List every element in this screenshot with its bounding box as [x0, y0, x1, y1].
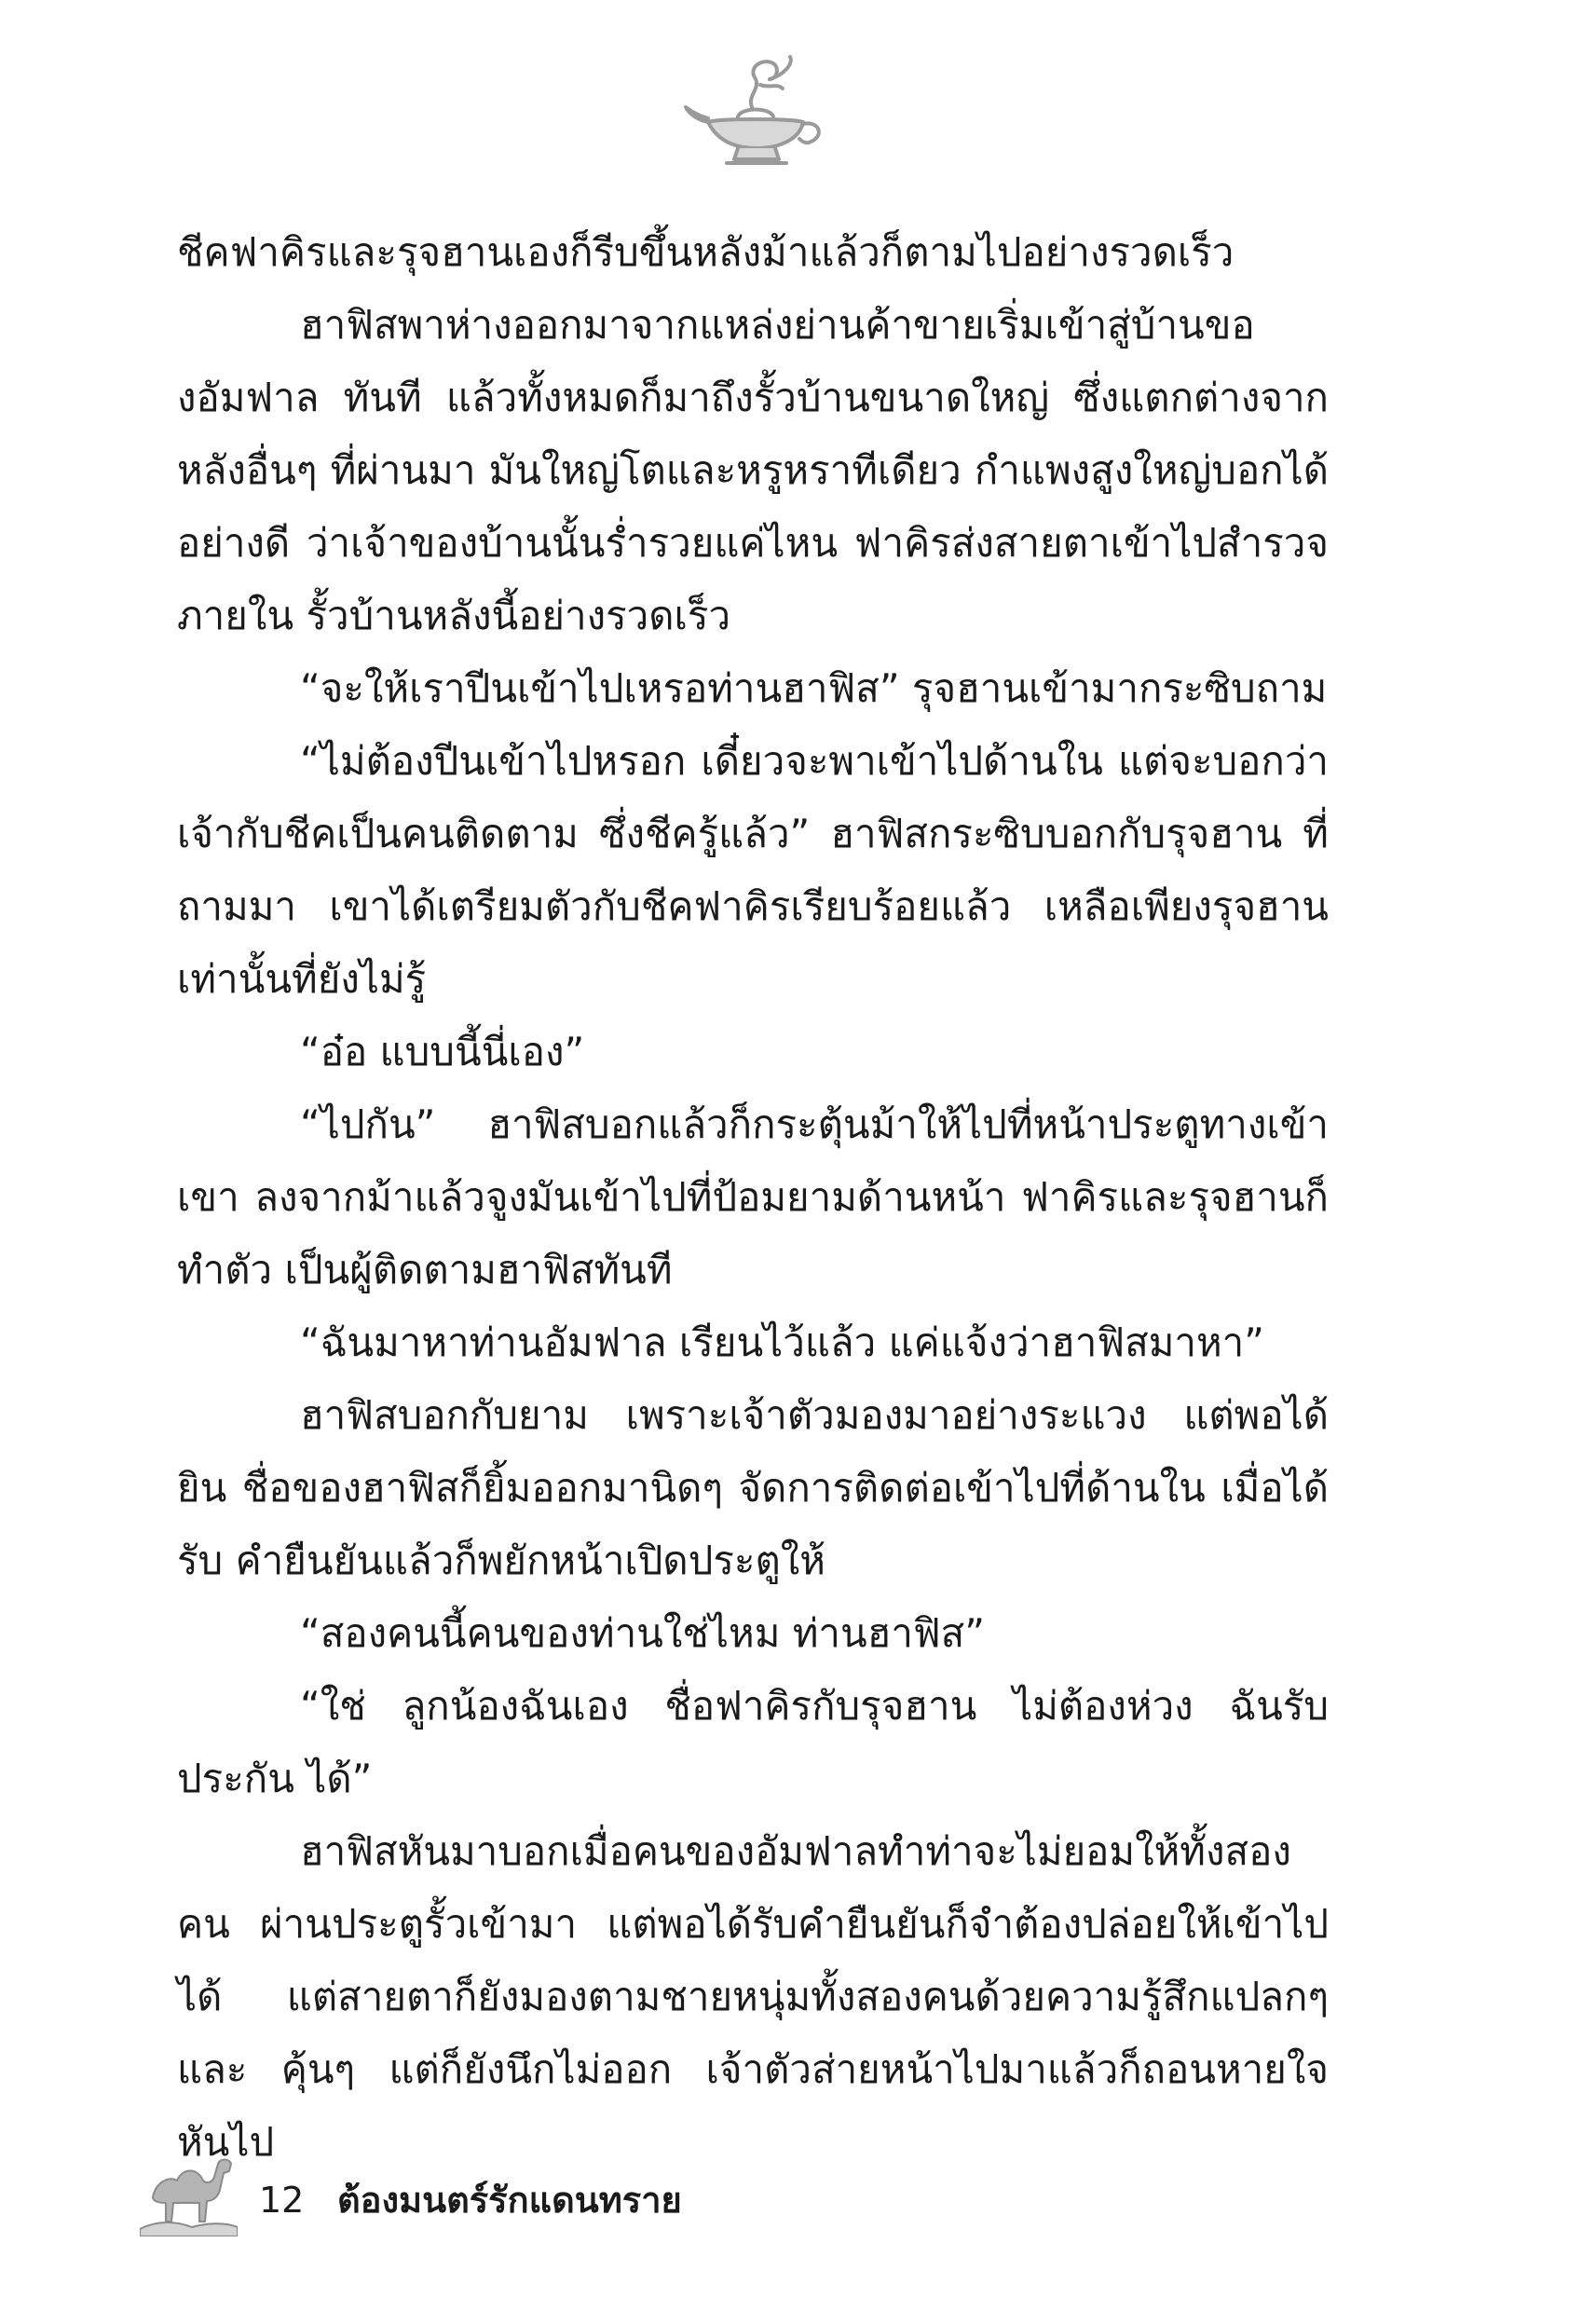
paragraph: “ไม่ต้องปีนเข้าไปหรอก เดี๋ยวจะพาเข้าไปด้านใน แต่จะบอกว่า เจ้ากับชีคเป็นคนติดตาม ซึ่งชีครู้แล้ว” ฮาฟิสกระซิบบอกกับรุจฮาน ที่ถามมา เขาได้เตรียมตัวกับชีคฟาคิรเรียบร้อยแล้ว เหลือเพียงรุจฮาน เท่านั้นที่ยังไม่รู้	[177, 738, 1329, 1002]
paragraph: ชีคฟาคิรและรุจฮานเองก็รีบขึ้นหลังม้าแล้วก็ตามไปอย่างรวดเร็ว	[177, 229, 1235, 275]
camel-icon	[140, 2143, 238, 2236]
body-text	[177, 216, 1329, 2179]
paragraph: ฮาฟิสบอกกับยาม เพราะเจ้าตัวมองมาอย่างระแวง แต่พอได้ยิน ชื่อของฮาฟิสก็ยิ้มออกมานิดๆ จัดการติดต่อเข้าไปที่ด้านใน เมื่อได้รับ คำยืนยันแล้วก็พยักหน้าเปิดประตูให้	[177, 1392, 1329, 1583]
page-footer	[140, 2143, 792, 2246]
paragraph: “ใช่ ลูกน้องฉันเอง ชื่อฟาคิรกับรุจฮาน ไม่ต้องห่วง ฉันรับประกัน ได้”	[177, 1683, 1329, 1801]
paragraph: “สองคนนี้คนของท่านใช่ไหม ท่านฮาฟิส”	[300, 1610, 986, 1656]
paragraph: ฮาฟิสหันมาบอกเมื่อคนของอัมฟาลทำท่าจะไม่ยอมให้ทั้งสองคน ผ่านประตูรั้วเข้ามา แต่พอได้รับคำยืนยันก็จำต้องปล่อยให้เข้าไปได้ แต่สายตาก็ยังมองตามชายหนุ่มทั้งสองคนด้วยความรู้สึกแปลกๆ และ คุ้นๆ แต่ก็ยังนึกไม่ออก เจ้าตัวส่ายหน้าไปมาแล้วก็ถอนหายใจ หันไป	[177, 1828, 1329, 2165]
book-title: ต้องมนตร์รักแดนทราย	[337, 2180, 682, 2221]
page-number: 12	[259, 2180, 305, 2221]
paragraph: “จะให้เราปีนเข้าไปเหรอท่านฮาฟิส” รุจฮานเข้ามากระซิบถาม	[300, 665, 1328, 711]
paragraph: “อ๋อ แบบนี้นี่เอง”	[300, 1029, 585, 1074]
paragraph: “ไปกัน” ฮาฟิสบอกแล้วก็กระตุ้นม้าให้ไปที่หน้าประตูทางเข้า เขา ลงจากม้าแล้วจูงมันเข้าไปที่ป้อมยามด้านหน้า ฟาคิรและรุจฮานก็ทำตัว เป็นผู้ติดตามฮาฟิสทันที	[177, 1101, 1329, 1292]
genie-lamp-icon	[680, 51, 829, 172]
paragraph: ฮาฟิสพาห่างออกมาจากแหล่งย่านค้าขายเริ่มเข้าสู่บ้านของอัมฟาล ทันที แล้วทั้งหมดก็มาถึงรั้วบ้านขนาดใหญ่ ซึ่งแตกต่างจากหลังอื่นๆ ที่ผ่านมา มันใหญ่โตและหรูหราทีเดียว กำแพงสูงใหญ่บอกได้อย่างดี ว่าเจ้าของบ้านนั้นร่ำรวยแค่ไหน ฟาคิรส่งสายตาเข้าไปสำรวจภายใน รั้วบ้านหลังนี้อย่างรวดเร็ว	[177, 302, 1329, 638]
paragraph: “ฉันมาหาท่านอัมฟาล เรียนไว้แล้ว แค่แจ้งว่าฮาฟิสมาหา”	[300, 1320, 1265, 1365]
